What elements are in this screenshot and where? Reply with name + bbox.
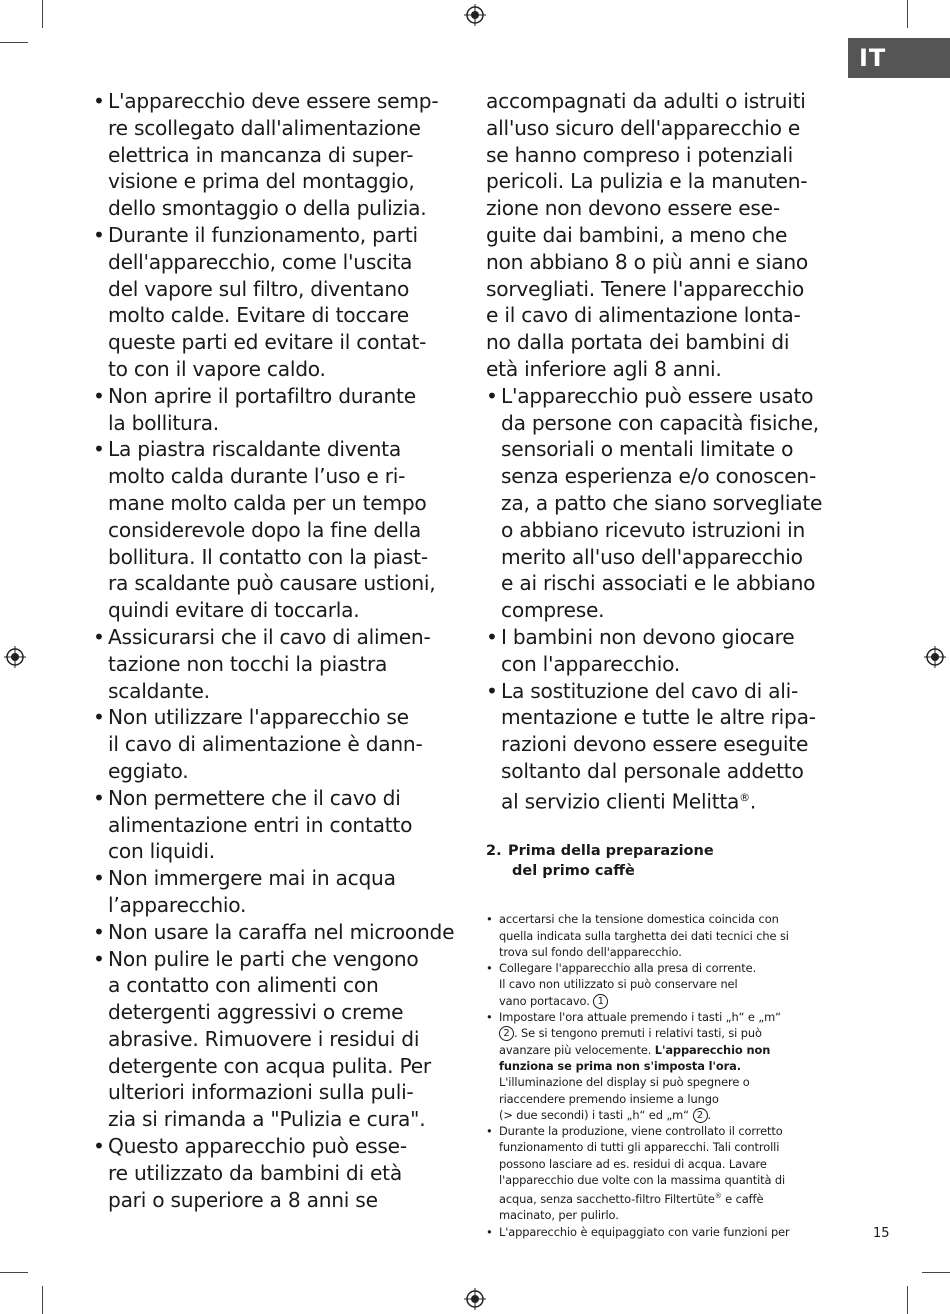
bullet-glyph: •: [486, 678, 498, 703]
bullet-glyph: •: [93, 919, 105, 944]
bullet-glyph: •: [93, 437, 105, 462]
list-item: • Impostare l'ora attuale premendo i tasti „h“ e „m“ 2 . Se si tengono premuti i relativi tasti, si può avanzare più velocemente. L'apparecchio non funziona se prima non s'imposta l'ora. L'illuminazione del display si può spegnere o riaccendere premendo insieme a lungo (> due secondi) i tasti „h“ ed „m“ 2 .: [486, 1010, 781, 1122]
section-heading: [486, 841, 858, 881]
bullet-glyph: •: [93, 1134, 105, 1159]
section-title-line2: del primo caffè: [512, 863, 635, 880]
bullet-glyph: •: [93, 383, 105, 408]
bullet-glyph: •: [93, 705, 105, 730]
figure-ref-2: 2: [499, 1026, 514, 1041]
bullet-glyph: •: [486, 624, 498, 649]
crop-mark: [0, 1272, 28, 1273]
bullet-glyph: •: [93, 624, 105, 649]
crop-mark: [922, 1272, 950, 1273]
bullet-item: • L'apparecchio può essere usato da persone con capacità fisiche, sensoriali o mentali limitate o senza esperienza e/o conoscen- za, a patto che siano sorvegliate o abbiano ricevuto istruzioni in merito all'uso dell'apparecchio e ai rischi associati e le abbiano comprese.: [486, 383, 823, 623]
bullet-glyph: •: [93, 946, 105, 971]
bullet-glyph: •: [486, 383, 498, 408]
figure-ref-2b: 2: [693, 1108, 708, 1123]
list-item: • Durante la produzione, viene controllato il corretto funzionamento di tutti gli apparecchi. Tali controlli possono lasciare ad es. residui di acqua. Lavare l'apparecchio due volte con la massima quantità di acqua, senza sacchetto-filtro Filtertüte® e caffè macinato, per pulirlo.: [486, 1124, 786, 1223]
bullet-item: • Non permettere che il cavo di alimentazione entri in contatto con liquidi.: [93, 785, 413, 864]
bullet-item: • La sostituzione del cavo di ali- mentazione e tutte le altre ripa- razioni devono essere eseguite soltanto dal personale addetto al servizio clienti Melitta®.: [486, 678, 816, 814]
bullet-item: • Questo apparecchio può esse- re utilizzato da bambini di età pari o superiore a 8 anni se: [93, 1134, 407, 1212]
bullet-item: • Durante il funzionamento, parti dell'apparecchio, come l'uscita del vapore sul filtro, diventano molto calde. Evitare di toccare queste parti ed evitare il contat- to con il vapore caldo.: [93, 222, 427, 381]
bullet-glyph: •: [93, 89, 105, 113]
bullet-glyph: •: [93, 785, 105, 810]
right-column: [486, 88, 858, 1240]
crop-mark: [0, 42, 28, 43]
registration-mark-icon: [464, 4, 486, 26]
figure-ref-1: 1: [593, 994, 608, 1009]
bullet-item: • Non pulire le parti che vengono a contatto con alimenti con detergenti aggressivi o creme abrasive. Rimuovere i residui di detergente con acqua pulita. Per ulteriori informazioni sulla puli- zia si rimanda a "Pulizia e cura".: [93, 946, 431, 1132]
list-item: • accertarsi che la tensione domestica coincida con quella indicata sulla targhetta dei dati tecnici che si trova sul fondo dell'apparecchio.: [486, 912, 789, 959]
bullet-item: • L'apparecchio deve essere semp- re scollegato dall'alimentazione elettrica in mancanza di super- visione e prima del montaggio, dello smontaggio o della pulizia.: [93, 89, 439, 221]
bullet-item: • La piastra riscaldante diventa molto calda durante l’uso e ri- mane molto calda per un tempo considerevole dopo la fine della bollitura. Il contatto con la piast- ra scaldante può causare ustioni, quindi evitare di toccarla.: [93, 437, 436, 623]
page-number: 15: [873, 1226, 890, 1241]
instruction-list: [486, 911, 858, 1240]
bullet-item: • I bambini non devono giocare con l'apparecchio.: [486, 624, 795, 676]
language-tab: IT: [848, 38, 950, 78]
section-number: 2.: [486, 843, 502, 860]
right-column-bullets: [486, 383, 858, 815]
crop-mark: [42, 1286, 43, 1314]
section-title-line1: Prima della preparazione: [508, 843, 714, 860]
left-column-bullets: [93, 88, 473, 1213]
crop-mark: [907, 1286, 908, 1314]
continuation-text: accompagnati da adulti o istruiti all'uso sicuro dell'apparecchio e se hanno compreso i potenziali pericoli. La pulizia e la manuten- zione non devono essere ese- guite dai bambini, a meno che non abbiano 8 o più anni e siano sorvegliati. Tenere l'apparecchio e il cavo di alimentazione lonta- no dalla portata dei bambini di età inferiore agli 8 anni.: [486, 89, 809, 381]
list-item: • Collegare l'apparecchio alla presa di corrente. Il cavo non utilizzato si può conservare nel vano portacavo. 1: [486, 961, 757, 1008]
bullet-item: • Assicurarsi che il cavo di alimen- tazione non tocchi la piastra scaldante.: [93, 624, 431, 703]
registration-mark-icon: [464, 1288, 486, 1310]
registration-mark-icon: [4, 646, 26, 668]
bullet-item: • Non usare la caraffa nel microonde: [93, 919, 455, 944]
crop-mark: [42, 0, 43, 28]
registration-mark-icon: [924, 646, 946, 668]
bullet-glyph: •: [93, 222, 105, 247]
list-item: • L'apparecchio è equipaggiato con varie funzioni per: [486, 1224, 790, 1239]
bullet-item: • Non utilizzare l'apparecchio se il cavo di alimentazione è dann- eggiato.: [93, 705, 423, 783]
bullet-glyph: •: [93, 866, 105, 891]
crop-mark: [907, 0, 908, 28]
bullet-item: • Non immergere mai in acqua l’apparecchio.: [93, 866, 396, 917]
bullet-item: • Non aprire il portafiltro durante la bollitura.: [93, 383, 416, 435]
